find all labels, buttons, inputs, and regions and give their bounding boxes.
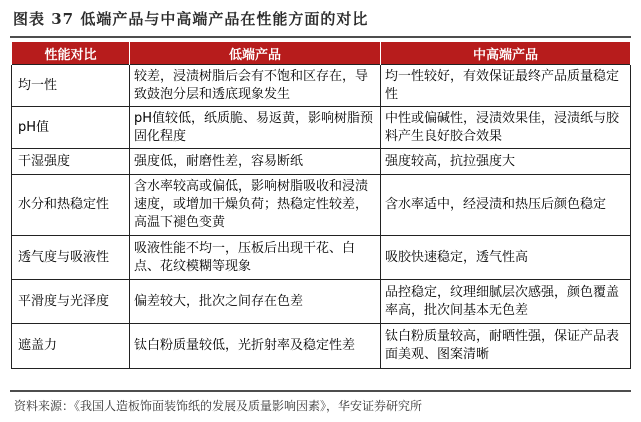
row-attribute: 干湿强度 (12, 149, 130, 175)
row-high-end: 强度较高，抗拉强度大 (381, 149, 631, 175)
row-high-end: 钛白粉质量较高，耐晒性强，保证产品表面美观、图案清晰 (381, 324, 631, 369)
row-low-end: 偏差较大，批次之间存在色差 (130, 280, 381, 324)
source-note: 资料来源：《我国人造板饰面装饰纸的发展及质量影响因素》，华安证券研究所 (14, 399, 423, 413)
row-low-end: 吸液性能不均一，压板后出现干花、白点、花纹模糊等现象 (130, 236, 381, 280)
row-attribute: 平滑度与光泽度 (12, 280, 130, 324)
row-attribute: 水分和热稳定性 (12, 175, 130, 236)
row-high-end: 吸胶快速稳定，透气性高 (381, 236, 631, 280)
table-row (12, 280, 631, 324)
row-attribute: pH值 (12, 107, 130, 149)
table-row (12, 149, 631, 175)
table-row (12, 324, 631, 369)
row-low-end: pH值较低，纸质脆、易返黄，影响树脂预固化程度 (130, 107, 381, 149)
row-high-end: 含水率适中，经浸渍和热压后颜色稳定 (381, 175, 631, 236)
title-divider (10, 36, 631, 38)
row-low-end: 钛白粉质量较低，光折射率及稳定性差 (130, 324, 381, 369)
row-low-end: 含水率较高或偏低，影响树脂吸收和浸渍速度，或增加干燥负荷；热稳定性较差，高温下褪色变黄 (130, 175, 381, 236)
row-high-end: 中性或偏碱性，浸渍效果佳，浸渍纸与胶料产生良好胶合效果 (381, 107, 631, 149)
row-low-end: 强度低，耐磨性差，容易断纸 (130, 149, 381, 175)
row-attribute: 透气度与吸液性 (12, 236, 130, 280)
table-row (12, 107, 631, 149)
table-row (12, 236, 631, 280)
comparison-table (11, 42, 631, 369)
table-row (12, 175, 631, 236)
bottom-divider (10, 390, 631, 392)
row-attribute: 遮盖力 (12, 324, 130, 369)
row-attribute: 均一性 (12, 65, 130, 107)
header-low-end: 低端产品 (130, 42, 381, 65)
table-row (12, 65, 631, 107)
row-high-end: 品控稳定，纹理细腻层次感强，颜色覆盖率高，批次间基本无色差 (381, 280, 631, 324)
row-high-end: 均一性较好，有效保证最终产品质量稳定性 (381, 65, 631, 107)
header-attribute: 性能对比 (12, 42, 130, 65)
row-low-end: 较差，浸渍树脂后会有不饱和区存在，导致鼓泡分层和透底现象发生 (130, 65, 381, 107)
table-header-row (12, 42, 631, 65)
header-high-end: 中高端产品 (381, 42, 631, 65)
figure-title: 图表 37 低端产品与中高端产品在性能方面的对比 (13, 10, 369, 28)
